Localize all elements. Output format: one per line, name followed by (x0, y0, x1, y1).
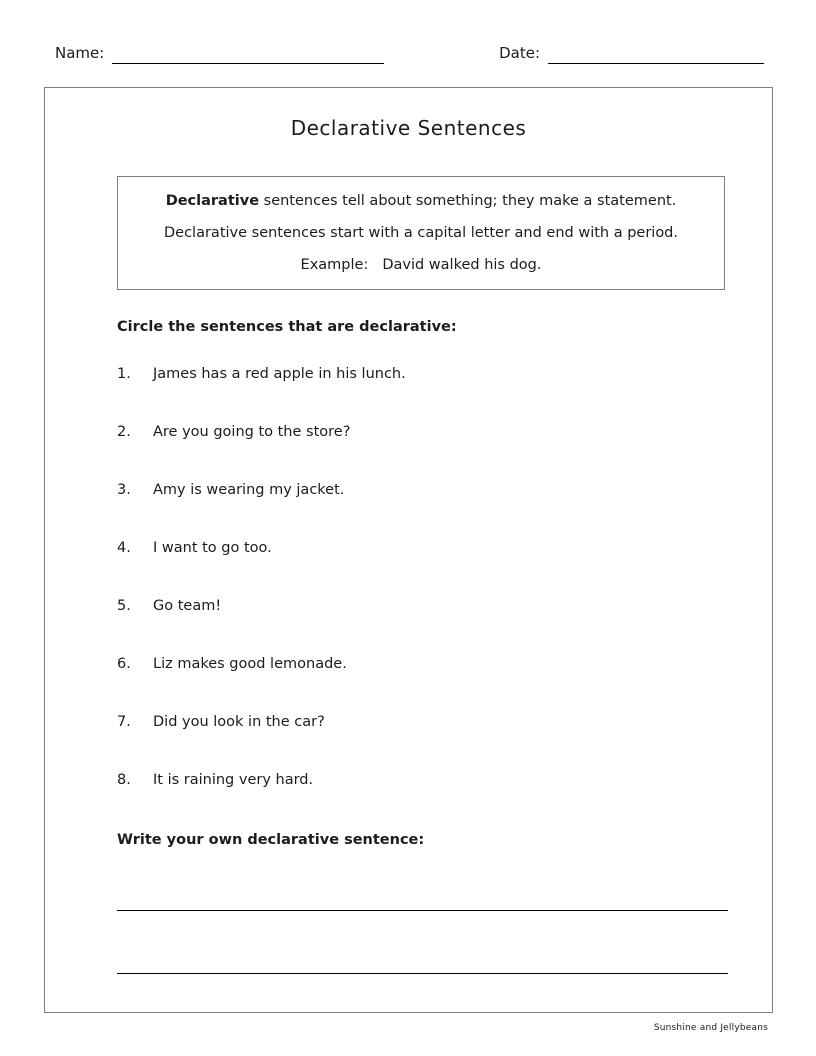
date-input-line[interactable] (548, 46, 764, 64)
example-label: Example: (300, 257, 369, 273)
item-number: 6. (117, 656, 131, 672)
instructions-heading: Circle the sentences that are declarative: (117, 319, 457, 335)
item-text: It is raining very hard. (153, 772, 314, 788)
definition-line-1 (128, 185, 714, 217)
definition-line-1-rest: sentences tell about something; they make a statement. (259, 193, 677, 209)
definition-box (117, 176, 725, 290)
name-input-line[interactable] (112, 46, 384, 64)
name-label: Name: (55, 44, 105, 62)
header (55, 44, 764, 64)
sentence-item-2[interactable] (117, 422, 772, 442)
item-number: 8. (117, 772, 131, 788)
item-text: James has a red apple in his lunch. (153, 366, 406, 382)
sentence-item-5[interactable] (117, 596, 772, 616)
sentence-item-3[interactable] (117, 480, 772, 500)
item-number: 1. (117, 366, 131, 382)
sentence-item-1[interactable] (117, 364, 772, 384)
item-text: Liz makes good lemonade. (153, 656, 347, 672)
date-label: Date: (499, 44, 540, 62)
item-text: Amy is wearing my jacket. (153, 482, 345, 498)
example-sentence: David walked his dog. (382, 257, 542, 273)
item-text: Are you going to the store? (153, 424, 351, 440)
item-number: 2. (117, 424, 131, 440)
page-title: Declarative Sentences (290, 116, 527, 140)
name-field-group (55, 44, 384, 64)
writing-line-2[interactable] (117, 973, 728, 974)
definition-line-2: Declarative sentences start with a capital letter and end with a period. (164, 225, 678, 241)
item-text: I want to go too. (153, 540, 272, 556)
item-number: 5. (117, 598, 131, 614)
example-line (128, 249, 714, 281)
date-field-group (499, 44, 764, 64)
sentence-item-8[interactable] (117, 770, 772, 790)
item-number: 7. (117, 714, 131, 730)
write-own-prompt: Write your own declarative sentence: (117, 832, 425, 848)
item-text: Did you look in the car? (153, 714, 325, 730)
worksheet-frame (44, 87, 773, 1013)
sentence-item-7[interactable] (117, 712, 772, 732)
sentence-item-6[interactable] (117, 654, 772, 674)
sentence-list (117, 364, 772, 790)
credit-text: Sunshine and Jellybeans (653, 1023, 768, 1033)
item-number: 3. (117, 482, 131, 498)
definition-bold-term: Declarative (165, 193, 260, 209)
item-number: 4. (117, 540, 131, 556)
sentence-item-4[interactable] (117, 538, 772, 558)
item-text: Go team! (153, 598, 222, 614)
writing-line-1[interactable] (117, 910, 728, 911)
